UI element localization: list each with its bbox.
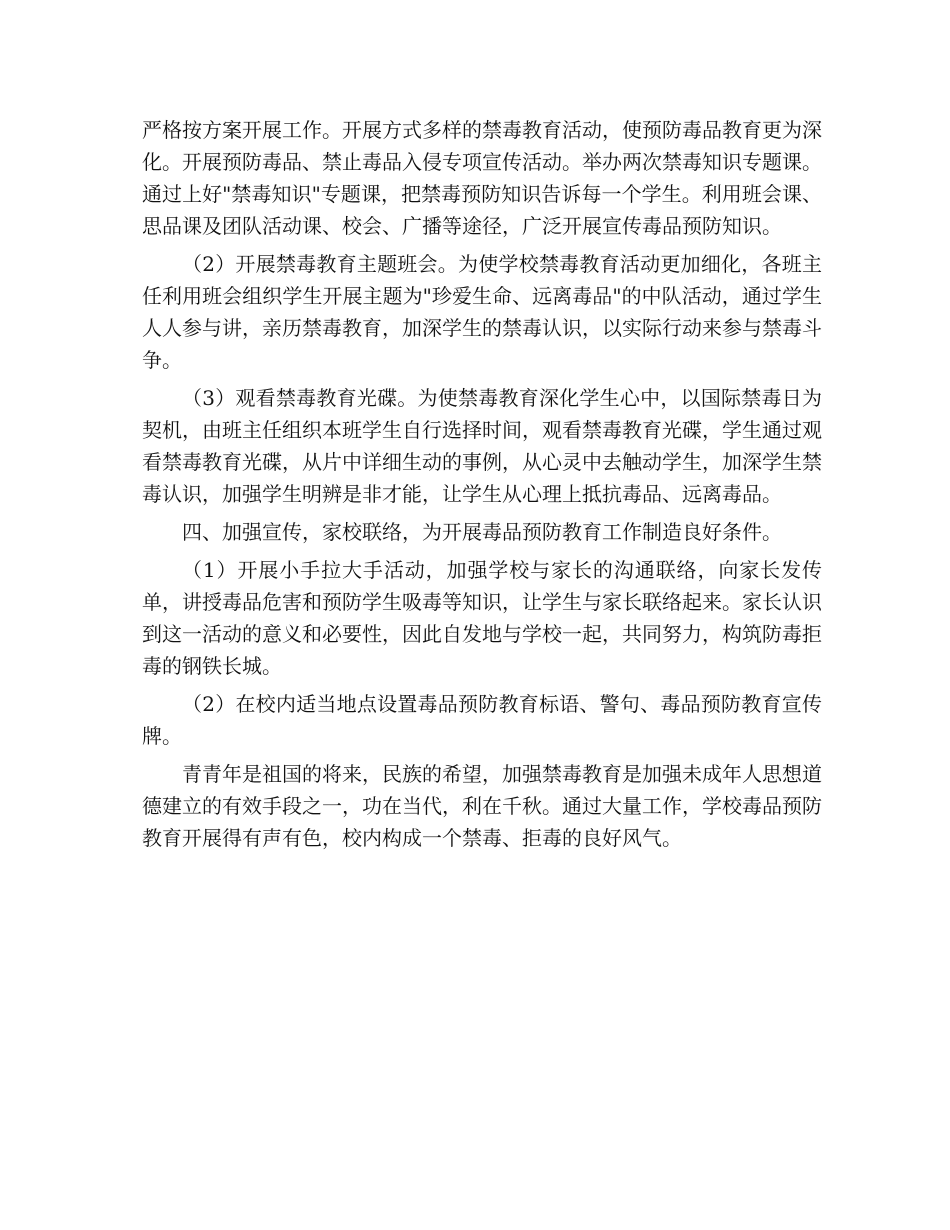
paragraph-theme-class-meeting: （2）开展禁毒教育主题班会。为使学校禁毒教育活动更加细化，各班主任利用班会组织学生开展主题为"珍爱生命、远离毒品"的中队活动，通过学生人人参与讲，亲历禁毒教育，加深学生的禁毒认识，以实际行动来参与禁毒斗争。 (142, 252, 822, 372)
paragraph-signage: （2）在校内适当地点设置毒品预防教育标语、警句、毒品预防教育宣传牌。 (142, 692, 822, 748)
paragraph-watch-disc: （3）观看禁毒教育光碟。为使禁毒教育深化学生心中，以国际禁毒日为契机，由班主任组织本班学生自行选择时间，观看禁毒教育光碟，学生通过观看禁毒教育光碟，从片中详细生动的事例，从心灵中去触动学生，加深学生禁毒认识，加强学生明辨是非才能，让学生从心理上抵抗毒品、远离毒品。 (142, 386, 822, 506)
document-body (142, 114, 822, 860)
paragraph-conclusion: 青青年是祖国的将来，民族的希望，加强禁毒教育是加强未成年人思想道德建立的有效手段之一，功在当代，利在千秋。通过大量工作，学校毒品预防教育开展得有声有色，校内构成一个禁毒、拒毒的良好风气。 (142, 762, 822, 850)
paragraph-small-hands-activity: （1）开展小手拉大手活动，加强学校与家长的沟通联络，向家长发传单，讲授毒品危害和预防学生吸毒等知识，让学生与家长联络起来。家长认识到这一活动的意义和必要性，因此自发地与学校一起，共同努力，构筑防毒拒毒的钢铁长城。 (142, 558, 822, 678)
section-heading-four: 四、加强宣传，家校联络，为开展毒品预防教育工作制造良好条件。 (182, 520, 782, 544)
paragraph-continuation: 严格按方案开展工作。开展方式多样的禁毒教育活动，使预防毒品教育更为深化。开展预防毒品、禁止毒品入侵专项宣传活动。举办两次禁毒知识专题课。通过上好"禁毒知识"专题课，把禁毒预防知识告诉每一个学生。利用班会课、思品课及团队活动课、校会、广播等途径，广泛开展宣传毒品预防知识。 (142, 118, 822, 238)
